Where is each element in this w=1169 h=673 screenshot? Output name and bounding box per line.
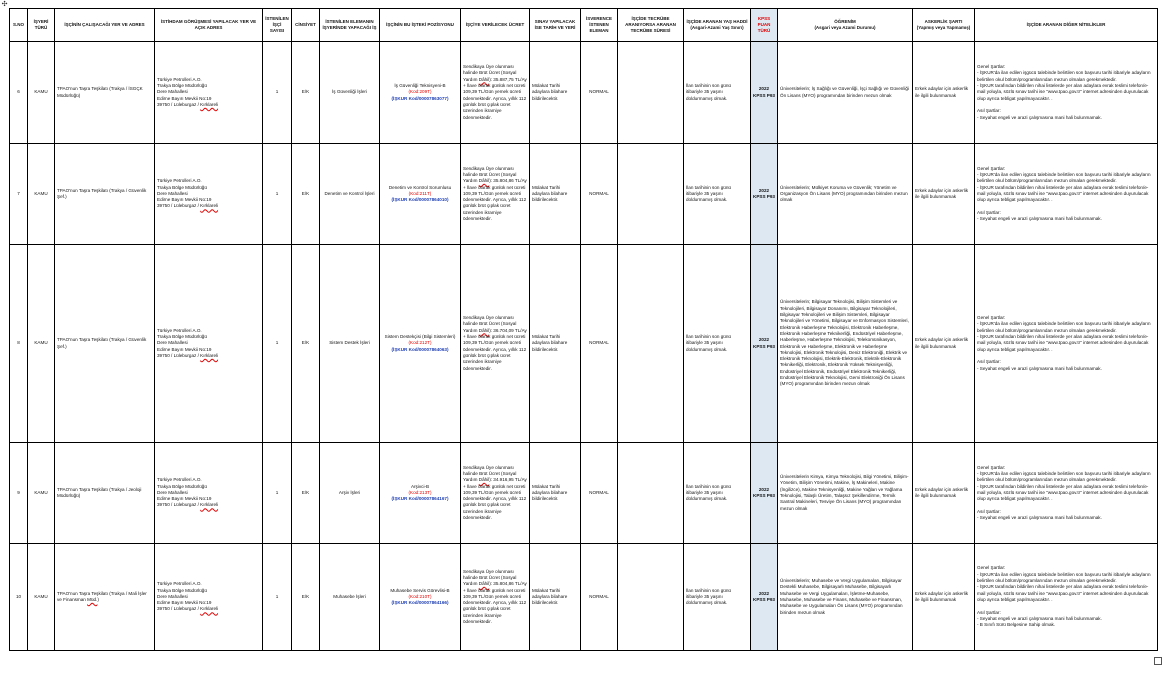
cell-ucret [461,443,530,544]
adres-region: Trakya Bölge Müdürlüğü [157,184,207,190]
pozisyon-title: Muhasebe Servis Görevlisi-B [390,587,450,593]
adres-company: Türkiye Petrolleri A.O. [157,327,202,333]
ucret-spellcheck-word: Dâhil [478,178,490,184]
cell-tecrube [618,544,684,651]
header-calisacagi-yer: İŞÇİNİN ÇALIŞACAĞI YER VE ADRES [55,9,155,42]
header-askerlik-title: ASKERLİK ŞARTI [924,19,963,25]
header-gorusme-yeri: İSTİHDAM GÖRÜŞMESİ YAPILACAK YER VE AÇIK ADRES [155,9,263,42]
cell-kpss [751,245,778,443]
nitelik-item: - İŞKUR tarafından bildirilen nihai listelerde yer alan adaylara evrak teslimi telefon/e-mail yoluyla, sözlü sınav tarihi ise "www.tpao.gov.tr" internet adresinden duyurulacak olup ayrıca tebligat yapılmayacaktır. . [977,483,1149,502]
pozisyon-kod: (Kod:211T) [408,190,432,196]
cell-isyeri-turu: KAMU [28,544,55,651]
nitelik-item: - Seyahat engeli ve arazi çalışmasına mani hali bulunmamak. [977,365,1102,371]
cell-tecrube [618,42,684,144]
adres-city-line [157,102,260,108]
cell-nitelikler [975,443,1158,544]
adres-street: Edirne Bayırı Mevkii No:19 [157,197,212,203]
table-row [10,42,1158,144]
ucret-spellcheck-word: Dâhil [478,76,490,82]
nitelik-item: - İŞKUR'da ilan edilen işgücü talebinde belirtilen son başvuru tarihi itibariyle adayların belirtilen okul bölüm/programlarından mezun olmaları gerekmektedir. [977,470,1151,483]
job-listing-table [9,8,1158,651]
kpss-type: KPSS P93 [753,194,775,199]
kpss-type: KPSS P93 [753,493,775,498]
nitelik-ozel-heading: Asıl Şartlar: [977,108,1001,114]
adres-street: Edirne Bayırı Mevkii No:19 [157,346,212,352]
cell-nitelikler [975,245,1158,443]
cell-tecrube [618,245,684,443]
pozisyon-kod: (Kod:209T) [408,89,432,95]
cell-pozisyon [380,42,461,144]
header-isyeri-turu: İŞYERİ TÜRÜ [28,9,55,42]
ucret-spellcheck-word: Dâhil [478,327,490,333]
nitelik-item: - İŞKUR tarafından bildirilen nihai listelerde yer alan adaylara evrak teslimi telefon/e-mail yoluyla, sözlü sınav tarihi ise "www.tpao.gov.tr" internet adresinden duyurulacak olup ayrıca tebligat yapılmayacaktır. . [977,584,1149,602]
adres-city: Kırklareli [200,606,219,612]
header-eleman: İSVERENCE İSTENEN ELEMAN [581,9,618,42]
adres-postal: 39750 / Lüleburgaz / [157,352,199,358]
adres-postal: 39750 / Lüleburgaz / [157,203,199,209]
cell-cinsiyet: E/K [292,443,320,544]
cell-eleman: NORMAL [581,42,618,144]
cell-pozisyon [380,443,461,544]
yer-text-end: Müdürlüğü) [57,92,81,98]
nitelik-item: - İŞKUR'da ilan edilen işgücü talebinde belirtilen son başvuru tarihi itibariyle adayların belirtilen okul bölüm/programlarından mezun olmaları gerekmektedir. [977,171,1151,184]
nitelik-genel-heading: Genel Şartlar: [977,315,1006,321]
cell-yas: İlan tarihinin son günü itibariyle 35 yaşını doldurmamış olmak. [684,544,751,651]
cell-isci-sayisi: 1 [263,245,292,443]
cell-yapacagi-is: İş Güvenliği İşleri [320,42,380,144]
cell-askerlik: Erkek adaylar için askerlik ile ilgili bulunmamak [913,443,975,544]
kpss-type: KPSS P93 [753,92,775,98]
cell-ucret [461,544,530,651]
cell-pozisyon [380,245,461,443]
cell-askerlik: Erkek adaylar için askerlik ile ilgili bulunmamak [913,245,975,443]
pozisyon-iskur-kod: (İŞKUR Kod/00007864063) [391,346,449,352]
header-askerlik [913,9,975,42]
cell-ucret [461,144,530,245]
cell-askerlik: Erkek adaylar için askerlik ile ilgili bulunmamak [913,42,975,144]
ucret-text: Sendikaya Üye olunması halinde Brüt Ücret (Sosyal Yardım [463,464,517,483]
nitelik-item: - İŞKUR tarafından bildirilen nihai listelerde yer alan adaylara evrak teslimi telefon/e-mail yoluyla, sözlü sınav tarihi ise "www.tpao.gov.tr" internet adresinden duyurulacak olup ayrıca tebligat yapılmayacaktır. . [977,184,1149,203]
cell-yapacagi-is: Arşiv İşleri [320,443,380,544]
kpss-year: 2022 [758,187,770,193]
cell-yas: İlan tarihinin son günü itibariyle 35 yaşını doldurmamış olmak. [684,245,751,443]
nitelik-item: - Seyahat engeli ve arazi çalışmasına mani hali bulunmamak. [977,216,1102,222]
cell-askerlik: Erkek adaylar için askerlik ile ilgili bulunmamak [913,144,975,245]
adres-street: Edirne Bayırı Mevkii No:19 [157,95,212,101]
cell-calisacagi-yer [55,443,155,544]
adres-district: Dere Mahallesi [157,190,188,196]
yer-text: TPAO'nun Taşra Teşkilatı (Trakya / İSGÇK [57,86,143,92]
ucret-text-end: ): 36.704,09 TL/Ay + İlave olarak günlük net ücreti 109,39 TL/Gün yemek ücreti ödenmektedir. Ayrıca, yıllık 112 günlük brüt çıplak ücret üzerinden ikramiye ödenmektedir. [463,327,527,371]
cell-cinsiyet: E/K [292,245,320,443]
header-pozisyon: İŞÇİNİN BU İŞTEKİ POZİSYONU [380,9,461,42]
header-ucret: İŞÇİYE VERİLECEK ÜCRET [461,9,530,42]
ucret-text: Sendikaya Üye olunması halinde Brüt Ücret (Sosyal Yardım [463,165,517,184]
header-yas [684,9,751,42]
nitelik-ozel-heading: Asıl Şartlar: [977,508,1001,514]
cell-sinav: Mülakat Tarihi adaylara bilahare bildirilecektir. [530,443,581,544]
pozisyon-iskur-kod: (İŞKUR Kod/00007864167) [391,496,449,502]
nitelik-item: - İŞKUR tarafından bildirilen nihai listelerde yer alan adaylara evrak teslimi telefon/e-mail yoluyla, sözlü sınav tarihi ise "www.tpao.gov.tr" internet adresinden duyurulacak olup ayrıca tebligat yapılmayacaktır. . [977,83,1149,101]
adres-postal: 39750 / Lüleburgaz / [157,101,199,107]
kpss-year: 2022 [758,86,770,92]
header-tecrube: İŞÇİDE TECRÜBE ARANIYORSA ARANAN TECRÜBE SÜRESİ [618,9,684,42]
adres-postal: 39750 / Lüleburgaz / [157,606,199,612]
cell-sno: 10 [10,544,28,651]
adres-district: Dere Mahallesi [157,89,188,95]
cell-kpss [751,544,778,651]
header-isci-sayisi: İSTENİLEN İŞÇİ SAYISI [263,9,292,42]
cell-isyeri-turu: KAMU [28,42,55,144]
adres-street: Edirne Bayırı Mevkii No:19 [157,496,212,502]
cell-sno: 8 [10,245,28,443]
header-ogrenim-title: ÖĞRENİM [834,19,856,25]
header-askerlik-note: (Yapmış veya Yapmamış) [916,25,971,30]
nitelik-item: - İŞKUR'da ilan edilen işgücü talebinde belirtilen son başvuru tarihi itibariyle adayların belirtilen okul bölüm/programlarından mezun olmaları gerekmektedir. [977,70,1151,82]
header-row [10,9,1158,42]
table-row [10,144,1158,245]
adres-postal: 39750 / Lüleburgaz / [157,502,199,508]
ucret-text-end: ): 35.887,75 TL/Ay + İlave olarak günlük net ücreti 109,39 TL/Gün yemek ücreti ödenmektedir. Ayrıca, yıllık 112 günlük brüt çıplak ücret üzerinden ikramiye ödenmektedir. [463,76,527,120]
adres-company: Türkiye Petrolleri A.O. [157,76,202,82]
header-kpss: KPSS PUAN TÜRÜ [751,9,778,42]
header-nitelikler: İŞÇİDE ARANAN DİĞER NİTELİKLER [975,9,1158,42]
pozisyon-kod: (Kod:213T) [408,489,432,495]
nitelik-genel-heading: Genel Şartlar: [977,165,1006,171]
adres-city: Kırklareli [200,101,219,107]
ucret-text: Sendikaya Üye olunması halinde Brüt Ücret (Sosyal Yardım [463,568,517,587]
cell-askerlik: Erkek adaylar için askerlik ile ilgili bulunmamak [913,544,975,651]
header-sno: S.NO [10,9,28,42]
cell-gorusme-adres [155,443,263,544]
pozisyon-kod: (Kod:210T) [408,593,432,599]
adres-company: Türkiye Petrolleri A.O. [157,477,202,483]
cell-sinav: Mülakat Tarihi adaylara bilahare bildirilecektir. [530,42,581,144]
nitelik-item: - Seyahat engeli ve arazi çalışmasına mani hali bulunmamak. [977,615,1102,621]
yer-spellcheck-word: Müd. [87,597,98,602]
yer-text: TPAO'nun Taşra Teşkilatı (Trakya / Güvenlik Şef.) [57,187,147,199]
cell-sinav: Mülakat Tarihi adaylara bilahare bildirilecektir. [530,544,581,651]
ucret-text-end: ): 35.804,86 TL/Ay + İlave olarak günlük net ücreti 109,39 TL/Gün yemek ücreti ödenmektedir. Ayrıca, yıllık 112 günlük brüt çıplak ücret üzerinden ikramiye ödenmektedir. [463,581,527,625]
table-row [10,443,1158,544]
cell-calisacagi-yer [55,144,155,245]
cell-pozisyon [380,544,461,651]
kpss-type: KPSS P93 [753,343,775,349]
cell-gorusme-adres [155,144,263,245]
nitelik-item: - İŞKUR tarafından bildirilen nihai listelerde yer alan adaylara evrak teslimi telefon/e-mail yoluyla, sözlü sınav tarihi ise "www.tpao.gov.tr" internet adresinden duyurulacak olup ayrıca tebligat yapılmayacaktır. . [977,334,1149,352]
adres-district: Dere Mahallesi [157,340,188,346]
cell-ogrenim: Üniversitelerin; İş Sağlığı ve Güvenliği, İşçi Sağlığı ve Güvenliği Ön Lisans (MYO) programından birinden mezun olmak [778,42,913,144]
cell-isyeri-turu: KAMU [28,245,55,443]
adres-region: Trakya Bölge Müdürlüğü [157,334,207,339]
yer-text-end: ) [97,597,99,602]
nitelik-ozel-heading: Asıl Şartlar: [977,359,1001,365]
cell-yapacagi-is: Sistem Destek İşleri [320,245,380,443]
nitelik-item: - İŞKUR'da ilan edilen işgücü talebinde belirtilen son başvuru tarihi itibariyle adayların belirtilen okul bölüm/programlarından mezun olmaları gerekmektedir. [977,321,1151,333]
nitelik-item: - İŞKUR'da ilan edilen işgücü talebinde belirtilen son başvuru tarihi itibariyle adayların belirtilen okul bölüm/programlarından mezun olmaları gerekmektedir. [977,571,1151,584]
ucret-text-end: ): 35.804,86 TL/Ay + İlave olarak günlük net ücreti 109,39 TL/Gün yemek ücreti ödenmektedir. Ayrıca, yıllık 112 günlük brüt çıplak ücret üzerinden ikramiye ödenmektedir. [463,178,527,222]
cell-nitelikler [975,144,1158,245]
cell-nitelikler [975,544,1158,651]
adres-city: Kırklareli [200,502,219,508]
cell-ogrenim: Üniversitelerin; Mülkiyet Koruma ve Güvenlik; Yönetim ve Organizasyon Ön Lisans (MYO) programından birinden mezun olmak [778,144,913,245]
cell-cinsiyet: E/K [292,42,320,144]
cell-ogrenim: Üniversitelerin; Bilgisayar Teknolojisi, Bilişim Sistemleri ve Teknolojileri, Bilgisayar Donanımı, Bilgisayar Teknolojileri, Bilgisayar Teknolojileri ve Bilişim Sistemleri, Bilgisayar Teknolojileri ve Yönetimi, Bilgisayar ve Enformasyon Sistemleri, Elektronik Haberleşme Teknolojisi, Elektronik Haberleşme, Elektronik Haberleşme Teknikerliği, Endüstriyel Haberleşme, Haberleşme, Haberleşme Teknolojisi, Telekomünikasyon, Elektronik ve Haberleşme, Elektronik ve Haberleşme Teknolojisi, Elektronik Teknolojisi, Deniz Elektroniği, Elektrik ve Elektronik Teknolojisi, Elektrik-Elektronik, Elektrik-Elektronik Teknikerliği, Elektronik, Elektronik Yüksek Teknisyenliği, Endüstriyel Elektronik, Endüstriyel Elektronik Teknikerliği, Endüstriyel Elektronik Teknolojisi, Gemi Elektroniği Ön Lisans (MYO) programından birinden mezun olmak [778,245,913,443]
adres-city: Kırklareli [200,352,219,358]
yer-text: TPAO'nun Taşra Teşkilatı (Trakya / Jeoloji Müdürlüğü) [57,486,142,498]
ucret-text: Sendikaya Üye olunması halinde Brüt Ücret (Sosyal Yardım [463,64,517,82]
cell-isci-sayisi: 1 [263,144,292,245]
cell-isci-sayisi: 1 [263,443,292,544]
cell-calisacagi-yer [55,245,155,443]
cell-kpss [751,443,778,544]
adres-company: Türkiye Petrolleri A.O. [157,178,202,184]
cell-calisacagi-yer [55,42,155,144]
cell-sno: 9 [10,443,28,544]
pozisyon-title: İş Güvenliği Teknisyeni-B [394,83,446,88]
pozisyon-title: Arşivci-B [410,483,430,489]
cell-yas: İlan tarihinin son günü itibariyle 35 yaşını doldurmamış olmak. [684,42,751,144]
adres-city-line [157,203,260,209]
cell-eleman: NORMAL [581,544,618,651]
adres-district: Dere Mahallesi [157,593,188,599]
kpss-year: 2022 [758,486,770,492]
ucret-spellcheck-word: Dâhil [478,581,490,587]
ucret-text-end: ): 34.916,95 TL/Ay + İlave olarak günlük net ücreti 109,39 TL/Gün yemek ücreti ödenmektedir. Ayrıca, yıllık 112 günlük brüt çıplak ücret üzerinden ikramiye ödenmektedir. [463,477,527,521]
pozisyon-iskur-kod: (İŞKUR Kod/00007864166) [391,600,449,606]
cell-yas: İlan tarihinin son günü itibariyle 35 yaşını doldurmamış olmak. [684,443,751,544]
cell-isyeri-turu: KAMU [28,443,55,544]
cell-sinav: Mülakat Tarihi adaylara bilahare bildirilecektir. [530,245,581,443]
table-row [10,245,1158,443]
adres-city-line [157,353,260,359]
yer-text: TPAO'nun Taşra Teşkilatı (Trakya / Mali İşler ve Finansman [57,590,147,602]
nitelik-genel-heading: Genel Şartlar: [977,565,1006,571]
adres-district: Dere Mahallesi [157,489,188,495]
table-move-handle[interactable]: ✣ [1,1,8,8]
header-ogrenim-note: (Asgari veya Azami Durumu) [814,25,876,30]
kpss-type: KPSS P93 [753,597,775,602]
header-cinsiyet: CİNSİYET [292,9,320,42]
cell-sno: 6 [10,42,28,144]
yer-text: TPAO'nun Taşra Teşkilatı (Trakya / Güvenlik Şef.) [57,337,147,349]
header-yapacagi-is: İSTENİLEN ELEMANIN İŞYERİNDE YAPACAĞI İŞ [320,9,380,42]
adres-city-line [157,606,260,612]
ucret-spellcheck-word: Dâhil [478,477,490,483]
cell-yas: İlan tarihinin son günü itibariyle 35 yaşını doldurmamış olmak. [684,144,751,245]
cell-kpss [751,144,778,245]
cell-yapacagi-is: Muhasebe İşleri [320,544,380,651]
cell-sno: 7 [10,144,28,245]
adres-region: Trakya Bölge Müdürlüğü [157,83,207,88]
cell-eleman: NORMAL [581,245,618,443]
adres-region: Trakya Bölge Müdürlüğü [157,587,207,593]
cell-eleman: NORMAL [581,144,618,245]
cell-kpss [751,42,778,144]
nitelik-extra: - B Sınıfı Sürü Belgesine Sahip olmak. [977,622,1056,628]
cell-pozisyon [380,144,461,245]
cell-gorusme-adres [155,42,263,144]
nitelik-item: - Seyahat engeli ve arazi çalışmasına mani hali bulunmamak. [977,114,1102,120]
ucret-text: Sendikaya Üye olunması halinde Brüt Ücret (Sosyal Yardım [463,315,517,333]
pozisyon-title: Sistem Destekçisi (Bilgi Sistemleri) [384,334,456,339]
cell-tecrube [618,443,684,544]
nitelik-ozel-heading: Asıl Şartlar: [977,609,1001,615]
cell-ogrenim: Üniversitelerin Kimya, Kimya Teknolojisi, Bilgi Yönetimi, Bilişim-Yönetim, Bilişim Yönetimi, Makine, İş Makineleri, Makine (İngilizce), Makine Teknisyenliği, Makine Yağları ve Yağlama Teknolojisi, Talaşlı Üretim, Talaşsız Şekillendirme, Termik Santral Makineleri, Tesviye Ön Lisans (MYO) programından mezun olmak [778,443,913,544]
cell-cinsiyet: E/K [292,544,320,651]
header-ogrenim [778,9,913,42]
pozisyon-iskur-kod: (İŞKUR Kod/00007863077) [391,95,449,101]
kpss-year: 2022 [758,337,770,343]
adres-region: Trakya Bölge Müdürlüğü [157,483,207,489]
cell-calisacagi-yer [55,544,155,651]
cell-yapacagi-is: Denetim ve Kontrol İşleri [320,144,380,245]
kpss-year: 2022 [758,590,770,596]
pozisyon-iskur-kod: (İŞKUR Kod/00007864010) [391,197,449,203]
pozisyon-kod: (Kod:212T) [408,340,432,346]
cell-sinav: Mülakat Tarihi adaylara bilahare bildirilecektir. [530,144,581,245]
nitelik-genel-heading: Genel Şartlar: [977,464,1006,470]
nitelik-item: - Seyahat engeli ve arazi çalışmasına mani hali bulunmamak. [977,515,1102,521]
cell-ogrenim: Üniversitelerin; Muhasebe ve Vergi Uygulamaları, Bilgisayar Destekli Muhasebe, Bilgisayarlı Muhasebe, Bilgisayarlı Muhasebe ve Vergi Uygulamaları, İşletme-Muhasebe, Muhasebe, Muhasebe ve Finans, Muhasebe ve Finansman, Muhasebe ve Uygulamaları Ön Lisans (MYO) programından birinden mezun olmak [778,544,913,651]
cell-isci-sayisi: 1 [263,544,292,651]
nitelik-ozel-heading: Asıl Şartlar: [977,209,1001,215]
adres-company: Türkiye Petrolleri A.O. [157,581,202,587]
cell-nitelikler [975,42,1158,144]
cell-ucret [461,245,530,443]
adres-city: Kırklareli [200,203,219,209]
header-sinav: SINAV YAPILACAK İSE TARİH VE YERİ [530,9,581,42]
adres-city-line [157,502,260,508]
cell-gorusme-adres [155,245,263,443]
cell-tecrube [618,144,684,245]
cell-eleman: NORMAL [581,443,618,544]
nitelik-genel-heading: Genel Şartlar: [977,64,1006,70]
table-resize-handle[interactable] [1154,657,1162,665]
adres-street: Edirne Bayırı Mevkii No:19 [157,600,212,606]
header-yas-title: İŞÇİDE ARANAN YAŞ HADDİ [686,19,748,25]
header-yas-note: (Asgari-Azami Yaş Sınırı) [690,25,744,30]
cell-isyeri-turu: KAMU [28,144,55,245]
table-row [10,544,1158,651]
cell-ucret [461,42,530,144]
cell-isci-sayisi: 1 [263,42,292,144]
cell-cinsiyet: E/K [292,144,320,245]
cell-gorusme-adres [155,544,263,651]
pozisyon-title: Denetim ve Kontrol Sorumlusu [388,184,452,190]
